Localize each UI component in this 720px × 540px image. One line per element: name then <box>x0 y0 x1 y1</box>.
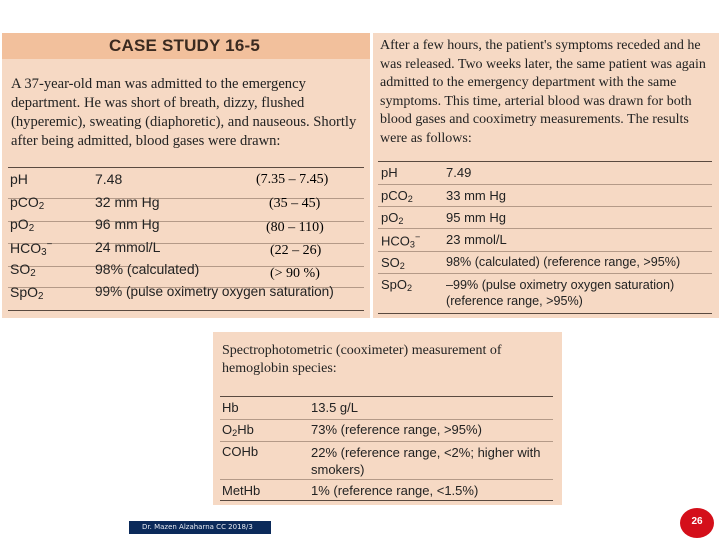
table-row-value: 22% (reference range, <2%; higher with smokers) <box>311 445 541 477</box>
table-divider <box>378 228 712 229</box>
table-row-label: $HCO_3^-$ <box>381 232 421 250</box>
table-divider <box>378 161 712 162</box>
table-row-label: SpO$_2$ <box>10 284 44 302</box>
table-row-value: 23 mmol/L <box>446 232 507 247</box>
follow-up-intro: After a few hours, the patient's symptoms receded and he was released. Two weeks later, the same patient was again admitted to the emergency department with the same symptoms. This time, arterial blood was drawn for both blood gases and cooximetry measurements. The results were as follows: <box>380 38 706 146</box>
cooximeter-panel <box>213 332 562 505</box>
table-row-value: 13.5 g/L <box>311 400 358 415</box>
table-row-value: 7.48 <box>95 171 123 187</box>
footer-author: Dr. Mazen Alzaharna CC 2018/3 <box>142 523 253 531</box>
table-row-label: Hb <box>222 400 239 415</box>
table-divider <box>220 479 553 480</box>
table-row-value: 96 mm Hg <box>95 216 160 232</box>
table-divider <box>378 273 712 274</box>
table-divider <box>220 396 553 397</box>
table-divider <box>378 313 712 314</box>
reference-range: (80 – 110) <box>266 220 324 235</box>
page-number: 26 <box>691 516 703 527</box>
table-row-value: 24 mmol/L <box>95 239 161 255</box>
table-row-value: 33 mm Hg <box>446 188 506 203</box>
table-divider <box>378 251 712 252</box>
table-divider <box>378 184 712 185</box>
table-row-value: –99% (pulse oximetry oxygen saturation) (reference range, >95%) <box>446 278 675 308</box>
table-row-label: $HCO_3^-$ <box>10 239 53 258</box>
table-row-value: 99% (pulse oximetry oxygen saturation) <box>95 284 334 299</box>
table-row-value: 98% (calculated) <box>95 261 200 277</box>
reference-range: (22 – 26) <box>270 243 322 258</box>
table-divider <box>8 310 364 311</box>
footer-bar <box>129 521 271 534</box>
case-study-banner <box>2 33 370 59</box>
table-row-value: 98% (calculated) (reference range, >95%) <box>446 255 681 269</box>
table-row-label: $SO_2$ <box>10 261 36 279</box>
case-study-title: CASE STUDY 16-5 <box>109 36 261 55</box>
page-number-badge <box>680 508 714 538</box>
table-row-label: COHb <box>222 444 259 459</box>
table-row-value: 7.49 <box>446 165 472 180</box>
table-row-value: 32 mm Hg <box>95 194 160 210</box>
table-divider <box>378 206 712 207</box>
table-divider <box>220 500 553 501</box>
case-study-panel <box>2 33 370 318</box>
table-row-label: $O_2Hb$ <box>222 422 254 438</box>
table-row-value: 1% (reference range, <1.5%) <box>311 483 479 498</box>
table-row-label: pCO$_2$ <box>10 194 45 212</box>
table-row-label: $SO_2$ <box>381 255 405 271</box>
reference-range: (7.35 – 7.45) <box>256 172 329 187</box>
table-row-label: pH <box>381 165 398 180</box>
case-study-intro: A 37-year-old man was admitted to the emergency department. He was short of breath, dizzy, flushed (hyperemic), sweating (diaphoretic), and nauseous. Shortly after being admitted, blood gases were drawn: <box>11 76 357 149</box>
table-divider <box>220 419 553 420</box>
follow-up-panel <box>373 33 719 318</box>
reference-range: (35 – 45) <box>269 196 321 211</box>
table-divider <box>8 167 364 168</box>
table-row-label: $pO_2$ <box>10 216 35 234</box>
table-row-label: pCO$_2$ <box>381 188 413 204</box>
table-row-label: SpO$_2$ <box>381 277 413 293</box>
table-row-label: pH <box>10 171 28 187</box>
table-row-value: 95 mm Hg <box>446 210 506 225</box>
table-row-label: MetHb <box>222 483 261 498</box>
cooximeter-intro: Spectrophotometric (cooximeter) measurement of hemoglobin species: <box>222 343 502 376</box>
table-row-value: 73% (reference range, >95%) <box>311 422 482 437</box>
table-divider <box>220 441 553 442</box>
table-row-label: $pO_2$ <box>381 210 404 226</box>
reference-range: (> 90 %) <box>270 266 320 281</box>
